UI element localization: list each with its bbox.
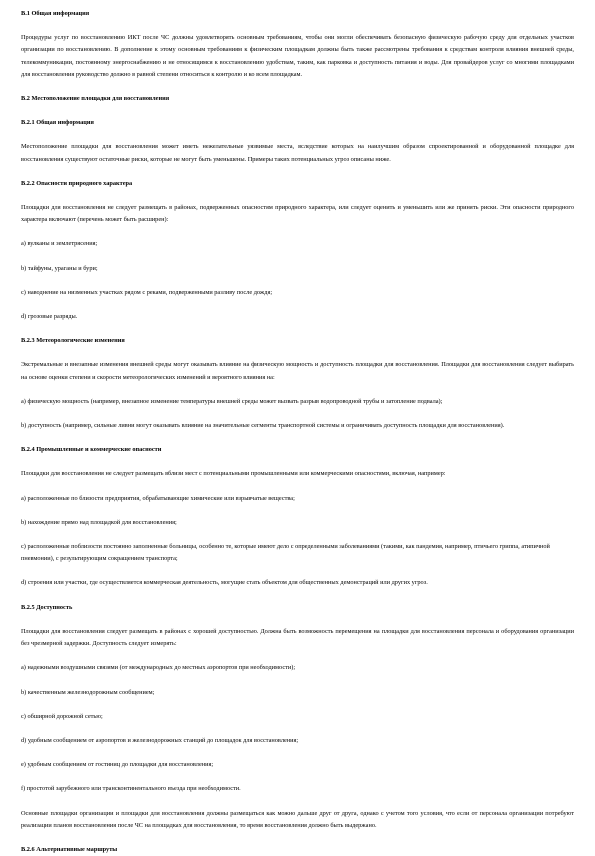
paragraph: Основные площадки организации и площадки для восстановления должны размещаться как можно дальше друг от друга, однако с учетом того условия, что если от персонала организации потребуют реализации планов восстановления после ЧС на площадках для восстановления, то время восстановления должно быть выдержано. [21,809,574,829]
list-item: b) качественным железнодорожным сообщением; [21,688,155,696]
list-item: a) вулканы и землетрясения; [21,240,98,248]
subsection-heading: В.2.3 Метеорологические изменения [21,337,125,345]
list-item: a) расположенные по близости предприятия, обрабатывающие химические или взрывчатые вещества; [21,494,295,502]
section-heading: В.1 Общая информация [21,10,90,17]
subsection-heading: В.2.2 Опасности природного характера [21,179,133,187]
paragraph: Площадки для восстановления следует размещать в районах с хорошей доступностью. Должна быть возможность перемещения на площадки для восстановления персонала и оборудования организации без чрезмерной задержки. Доступность следует измерять: [21,627,574,648]
list-item: c) расположенные поблизости постоянно заполненные больницы, особенно те, которые имеют дело с определенными заболеваниями (такими, как пандемия, например, птичьего гриппа, атипичной пневмонии), с результирующим сокращением транспорта; [21,543,550,563]
list-item: c) наводнение на низменных участках рядом с реками, подверженными разливу после дождя; [21,288,273,296]
list-item: b) доступность (например, сильные ливни могут оказывать влияние на значительные сегменты транспортной системы и ограничивать доступность площадки для восстановления). [21,422,505,430]
paragraph: Процедуры услуг по восстановлению ИКТ после ЧС должны удовлетворять основным требованиям, чтобы они могли обеспечивать безопасную физическую рабочую среду для отдельных участков организации по восстановлению. В дополнение к этому основным требованиям к физическим площадкам должны быть также рассмотрены требования к средствам контроля влияния внешней среды, телекоммуникации, постоянному энергоснабжению и не относящимся к восстановлению удобствам, таким, как парковка и доступность питания и воды. Для провайдеров услуг со многими площадками для восстановления руководство должно в равной степени относиться к контролю и ко всем площадкам. [21,34,574,78]
list-item: a) физическую мощность (например, внезапное изменение температуры внешней среды может вызвать разрыв водопроводной трубы и затопление подвала); [21,397,443,405]
subsection-heading: В.2.5 Доступность [21,603,73,611]
list-item: d) строения или участки, где осуществляется коммерческая деятельность, могущие стать объектом для общественных демонстраций или других угроз. [21,579,428,587]
list-item: a) надежными воздушными связями (от международных до местных аэропортов при необходимости); [21,664,296,672]
list-item: d) удобным сообщением от аэропортов и железнодорожных станций до площадок для восстановления; [21,736,299,744]
paragraph: Экстремальные и внезапные изменения внешней среды могут оказывать влияние на физическую мощность и доступность площадки для восстановления. Площадки для восстановления следует выбирать на основе оценки степени и скорости метеорологических изменений и вероятного влияния на: [21,361,574,381]
subsection-heading: В.2.4 Промышленные и коммерческие опасности [21,446,162,454]
section-heading: В.2 Местоположение площадки для восстановления [21,95,170,103]
list-item: c) обширной дорожной сетью; [21,712,103,720]
list-item: b) нахождение прямо над площадкой для восстановления; [21,518,177,526]
subsection-heading: В.2.1 Общая информация [21,119,94,127]
list-item: f) простотой зарубежного или трансконтинентального въезда при необходимости. [21,785,241,793]
list-item: d) грозовые разряды. [21,313,78,321]
paragraph: Местоположение площадки для восстановления может иметь нежелательные уязвимые места, вследствие которых на наилучшим образом спроектированной и оборудованной площадке для восстановления существуют остаточные риски, которые не могут быть уменьшены. Примеры таких потенциальных угроз описаны ниже. [21,143,574,163]
subsection-heading: В.2.6 Альтернативные маршруты [21,845,118,853]
paragraph: Площадки для восстановления не следует размещать вблизи мест с потенциальными промышленными или коммерческими опасностями, включая, например: [21,470,446,478]
paragraph: Площадки для восстановления не следует размещать в районах, подверженных опасностям природного характера, или следует оценить и уменьшить или же принять риски. Эти опасности природного характера включают (перечень может быть расширен): [21,204,574,224]
list-item: e) удобным сообщением от гостиниц до площадки для восстановления; [21,761,214,769]
list-item: b) тайфуны, ураганы и бури; [21,264,98,272]
